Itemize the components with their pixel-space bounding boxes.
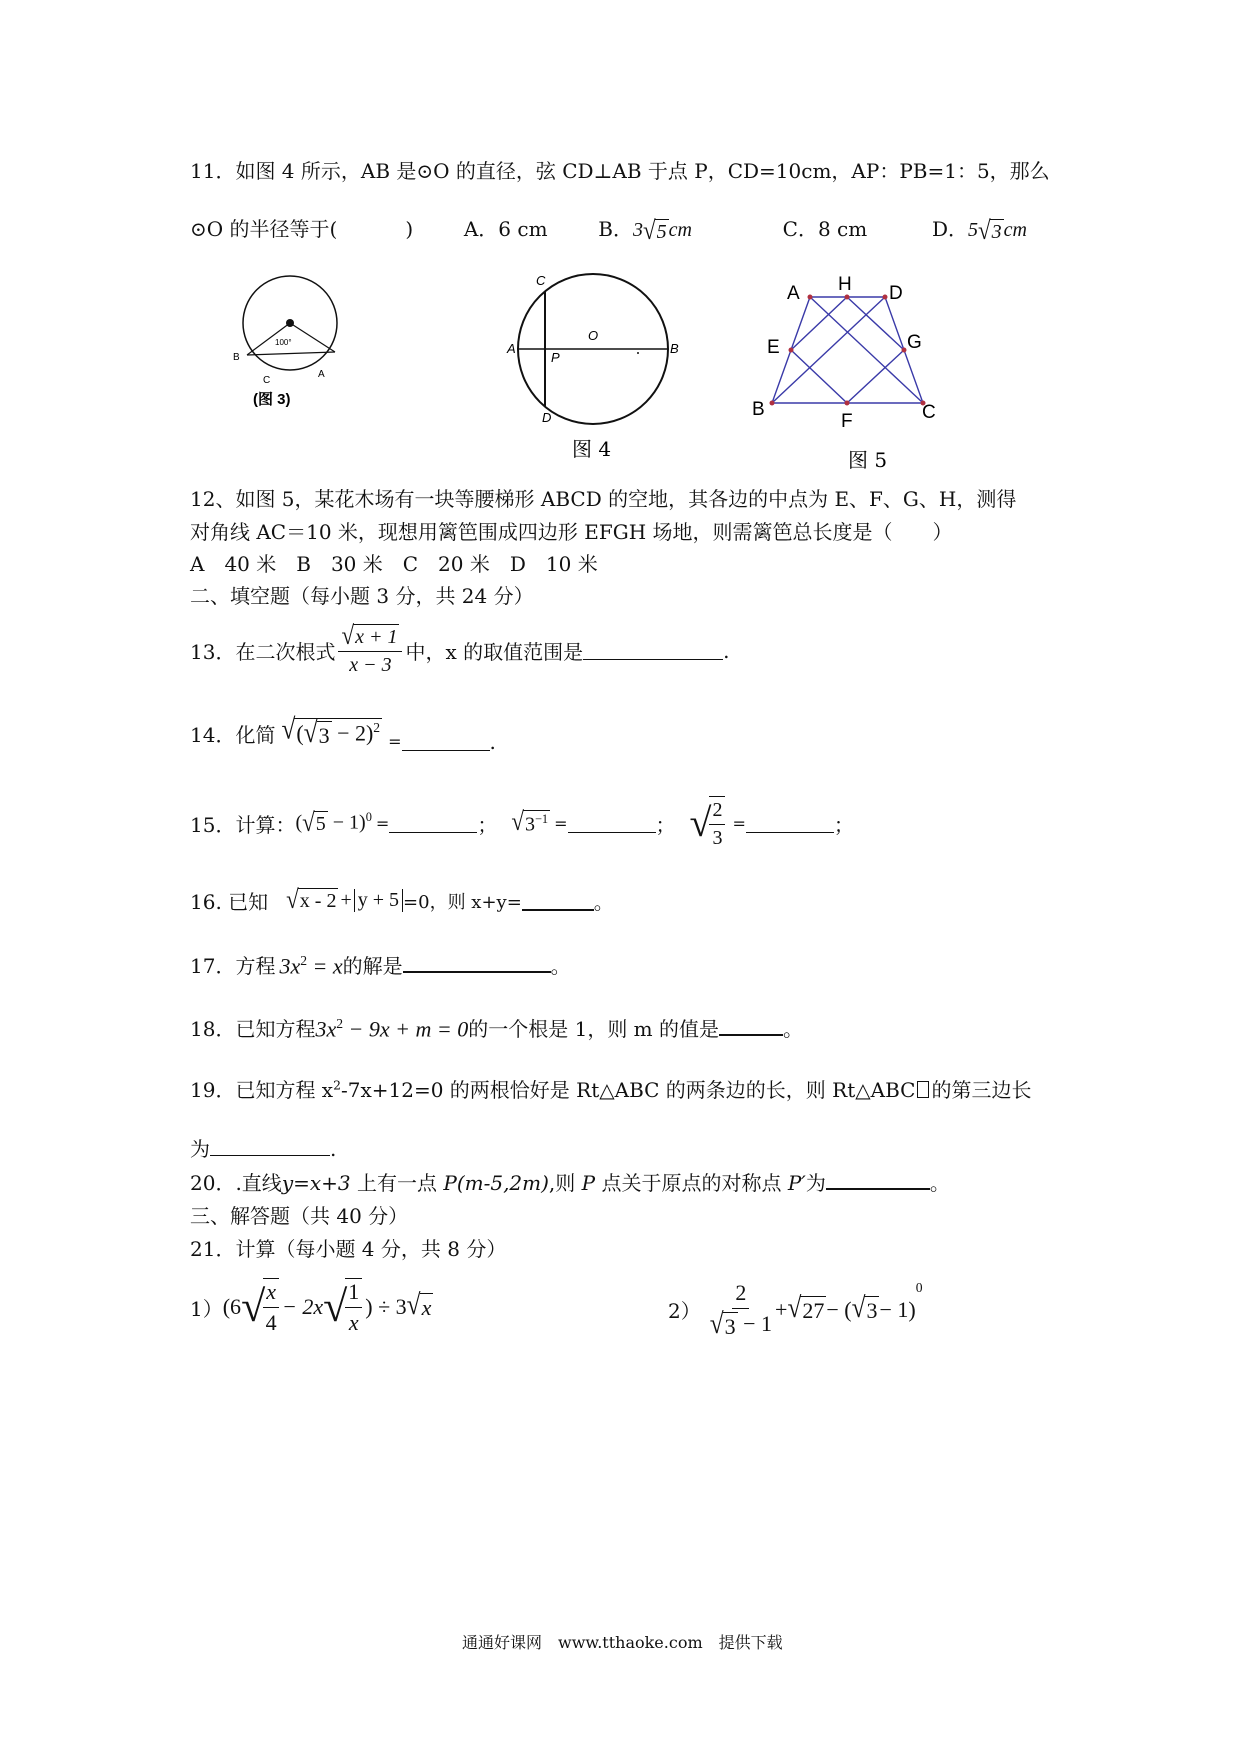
q11-line2 xyxy=(190,213,1027,244)
q11-close: ) xyxy=(405,217,414,241)
fig3-label-b: B xyxy=(233,352,240,363)
q11-line1: 11．如图 4 所示，AB 是⊙O 的直径，弦 CD⊥AB 于点 P，CD=10cm，AP：PB=1：5，那么 xyxy=(190,159,1050,183)
fig5-label-c: C xyxy=(922,402,936,423)
fig5-label-h: H xyxy=(838,274,852,295)
section-2-heading: 二、填空题（每小题 3 分，共 24 分） xyxy=(190,584,534,608)
fig5-label-d: D xyxy=(889,283,903,304)
q11-prefix: ⊙O 的半径等于( xyxy=(190,217,338,241)
q15: 15．计算： ( √ 5 − 1)$^0$ = ； √ $3^{-1}$ = ； √ $\frac{2}{3}$ = ； xyxy=(190,796,854,850)
fig5-label-a: A xyxy=(787,283,800,304)
q11-option-d: D．5 √ 3 cm xyxy=(931,215,1027,245)
q18-answer-blank[interactable] xyxy=(719,1016,783,1036)
q21-part1: 1） (6 √ $\frac{x}{4}$ − 2x √ $\frac{1}{x}$ ) ÷ 3 √ x xyxy=(190,1279,432,1335)
q12-line2: 对角线 AC＝10 米，现想用篱笆围成四边形 EFGH 场地，则需篱笆总长度是（ ） xyxy=(190,520,953,544)
figure-5 xyxy=(745,265,955,475)
fig3-angle: 100° xyxy=(275,338,292,347)
page-footer: 通通好课网 www.tthaoke.com 提供下载 xyxy=(462,1633,783,1652)
fig5-label-g: G xyxy=(907,332,922,353)
q21-part2: 2） 2 √ 3 − 1 + √ 27 − ( √ 3 − 1) 0 xyxy=(668,1280,923,1340)
q12-options: A 40 米 B 30 米 C 20 米 D 10 米 xyxy=(190,552,598,576)
fig3-caption: (图 3) xyxy=(253,391,291,408)
q14: 14．化简 √ ( √ 3 − 2)$^2$ = . xyxy=(190,713,496,754)
fig5-caption: 图 5 xyxy=(848,448,888,472)
fig4-label-a: A xyxy=(507,341,516,356)
q19-answer-blank[interactable] xyxy=(210,1137,330,1156)
fig4-label-p: P xyxy=(551,350,560,365)
q13-fraction: √ x + 1 x − 3 xyxy=(338,624,402,677)
fig3-label-a: A xyxy=(318,369,325,380)
q11-option-a: A．6 cm xyxy=(463,217,548,241)
q11-option-b: B．3 √ 5 cm xyxy=(598,215,692,245)
q15-answer-blank-3[interactable] xyxy=(746,814,834,833)
q12-line1: 12、如图 5，某花木场有一块等腰梯形 ABCD 的空地，其各边的中点为 E、F、G、H，测得 xyxy=(190,487,1017,511)
q21-title: 21．计算（每小题 4 分，共 8 分） xyxy=(190,1237,507,1261)
fig5-label-e: E xyxy=(767,337,780,358)
q15-answer-blank-2[interactable] xyxy=(568,814,656,833)
fig5-efgh xyxy=(791,297,904,403)
fig4-label-o: O xyxy=(588,328,599,343)
q14-answer-blank[interactable] xyxy=(402,732,490,751)
figure-3 xyxy=(225,270,355,415)
q20: 20．.直线y=x+3 上有一点 P(m-5,2m),则 P 点关于原点的对称点 P′为 。 xyxy=(190,1171,950,1195)
fig5-trapezoid xyxy=(772,297,923,403)
fig4-label-d: D xyxy=(542,410,552,425)
q15-answer-blank-1[interactable] xyxy=(389,814,477,833)
figure-4 xyxy=(500,265,690,465)
q16-answer-blank[interactable] xyxy=(522,891,594,911)
q20-answer-blank[interactable] xyxy=(826,1170,930,1190)
q17-answer-blank[interactable] xyxy=(403,953,551,973)
q16: 16. 已知 √ x - 2 + y + 5 =0，则 x+y= 。 xyxy=(190,884,614,914)
q11-option-c: C．8 cm xyxy=(782,217,868,241)
q19-line2: 为 . xyxy=(190,1137,337,1161)
q13: 13．在二次根式 √ x + 1 x − 3 中，x 的取值范围是 . xyxy=(190,620,730,676)
fig4-caption: 图 4 xyxy=(572,437,612,461)
section-3-heading: 三、解答题（共 40 分） xyxy=(190,1204,409,1228)
fig5-label-b: B xyxy=(752,399,765,420)
q19-line1: 19．已知方程 $x^2-7x+12=0$ 的两根恰好是 Rt△ABC 的两条边的长，则 Rt△ABC 的第三边长 xyxy=(190,1077,1032,1102)
fig4-label-c: C xyxy=(536,273,546,288)
q13-answer-blank[interactable] xyxy=(583,641,723,660)
q18: 18．已知方程 $3x^2 - 9x + m = 0$ 的一个根是 1，则 m 的值是 。 xyxy=(190,1015,803,1041)
fig3-label-c: C xyxy=(263,375,271,386)
q17: 17．方程 $3x^2 = x$ 的解是 。 xyxy=(190,952,571,978)
fig5-label-f: F xyxy=(841,411,853,432)
fig4-label-b: B xyxy=(670,341,679,356)
